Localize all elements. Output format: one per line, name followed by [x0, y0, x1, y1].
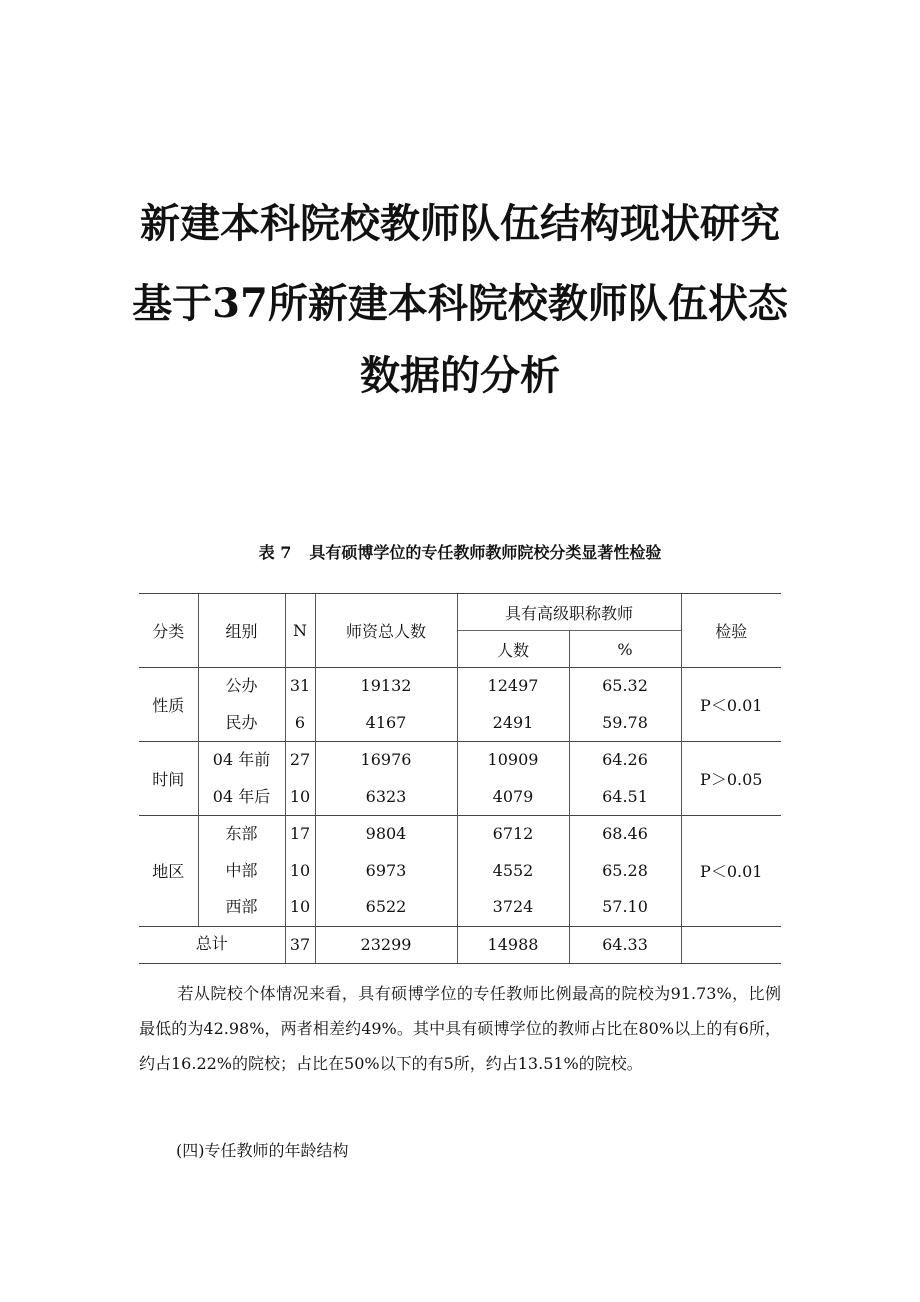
count-cell: 6712 4552 3724 [457, 816, 569, 927]
group-cell: 公办 民办 [198, 668, 285, 742]
group-cell: 04 年前 04 年后 [198, 742, 285, 816]
total-pct: 64.33 [569, 926, 681, 963]
total-label: 总计 [139, 926, 285, 963]
table-row-nature [139, 668, 781, 742]
total-n: 37 [285, 926, 315, 963]
table-number: 表 7 [258, 543, 292, 562]
header-senior-title-group: 具有高级职称教师 [457, 594, 681, 631]
table-row-region [139, 816, 781, 927]
section-heading: (四)专任教师的年龄结构 [176, 1141, 349, 1160]
document-title-line-1: 新建本科院校教师队伍结构现状研究 [140, 200, 780, 247]
total-test [681, 926, 781, 963]
header-senior-count: 人数 [457, 631, 569, 668]
document-title-line-2: 基于37所新建本科院校教师队伍状态 [132, 280, 788, 327]
header-group: 组别 [198, 594, 285, 668]
test-cell: P＞0.05 [681, 742, 781, 816]
category-cell: 时间 [139, 742, 198, 816]
test-cell: P＜0.01 [681, 668, 781, 742]
document-title-line-3: 数据的分析 [360, 352, 560, 399]
pct-cell: 64.26 64.51 [569, 742, 681, 816]
n-cell: 27 10 [285, 742, 315, 816]
total-staff: 23299 [315, 926, 457, 963]
table-caption-text: 具有硕博学位的专任教师教师院校分类显著性检验 [309, 543, 662, 562]
header-senior-pct: % [569, 631, 681, 668]
category-cell: 地区 [139, 816, 198, 927]
count-cell: 12497 2491 [457, 668, 569, 742]
n-cell: 31 6 [285, 668, 315, 742]
pct-cell: 65.32 59.78 [569, 668, 681, 742]
total-count: 14988 [457, 926, 569, 963]
header-category: 分类 [139, 594, 198, 668]
test-cell: P＜0.01 [681, 816, 781, 927]
header-test: 检验 [681, 594, 781, 668]
total-cell: 19132 4167 [315, 668, 457, 742]
count-cell: 10909 4079 [457, 742, 569, 816]
paragraph-text: 若从院校个体情况来看，具有硕博学位的专任教师比例最高的院校为91.73%，比例最低的为42.98%，两者相差约49%。其中具有硕博学位的教师占比在80%以上的有6所，约占16.22%的院校；占比在50%以下的有5所，约占13.51%的院校。 [139, 984, 781, 1073]
table-row-time [139, 742, 781, 816]
total-cell: 16976 6323 [315, 742, 457, 816]
body-paragraph [139, 976, 781, 1081]
n-cell: 17 10 10 [285, 816, 315, 927]
total-cell: 9804 6973 6522 [315, 816, 457, 927]
table-row-total [139, 926, 781, 963]
header-total-staff: 师资总人数 [315, 594, 457, 668]
category-cell: 性质 [139, 668, 198, 742]
significance-test-table [139, 593, 781, 964]
header-n: N [285, 594, 315, 668]
group-cell: 东部 中部 西部 [198, 816, 285, 927]
table-caption [0, 540, 920, 563]
pct-cell: 68.46 65.28 57.10 [569, 816, 681, 927]
